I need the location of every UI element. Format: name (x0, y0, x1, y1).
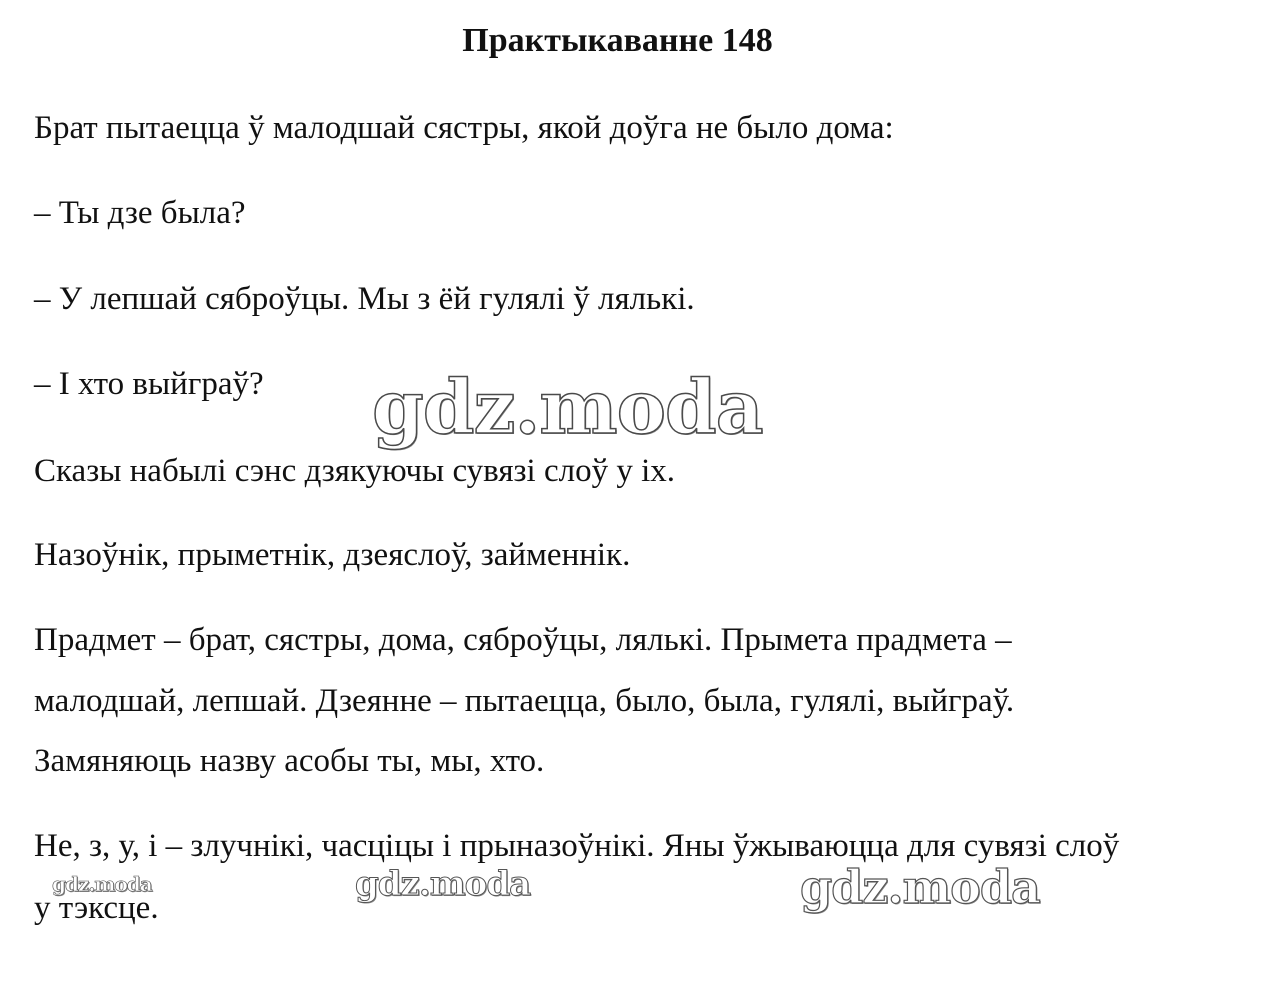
text-line-5: Сказы набылі сэнс дзякуючы сувязі слоў у іх. (34, 453, 675, 489)
text-line-9: Замяняюць назву асобы ты, мы, хто. (34, 743, 545, 779)
exercise-title: Практыкаванне 148 (462, 22, 773, 59)
text-line-8: малодшай, лепшай. Дзеянне – пытаецца, было, была, гулялі, выйграў. (34, 683, 1015, 719)
text-line-2: – Ты дзе была? (34, 195, 246, 231)
text-line-4: – І хто выйграў? (34, 366, 264, 402)
text-line-11: у тэксце. (34, 890, 159, 926)
watermark-small-right: gdz.moda (800, 860, 1040, 914)
watermark-small-center: gdz.moda (355, 864, 531, 904)
watermark-small-left: gdz.moda (52, 872, 152, 896)
text-line-1: Брат пытаецца ў малодшай сястры, якой доўга не было дома: (34, 110, 894, 146)
text-line-10: Не, з, у, і – злучнікі, часціцы і прыназоўнікі. Яны ўжываюцца для сувязі слоў (34, 828, 1120, 864)
text-line-7: Прадмет – брат, сястры, дома, сяброўцы, лялькі. Прымета прадмета – (34, 622, 1012, 658)
text-line-6: Назоўнік, прыметнік, дзеяслоў, займеннік. (34, 537, 631, 573)
watermark-main: gdz.moda (372, 365, 763, 451)
text-line-3: – У лепшай сяброўцы. Мы з ёй гулялі ў лялькі. (34, 281, 695, 317)
